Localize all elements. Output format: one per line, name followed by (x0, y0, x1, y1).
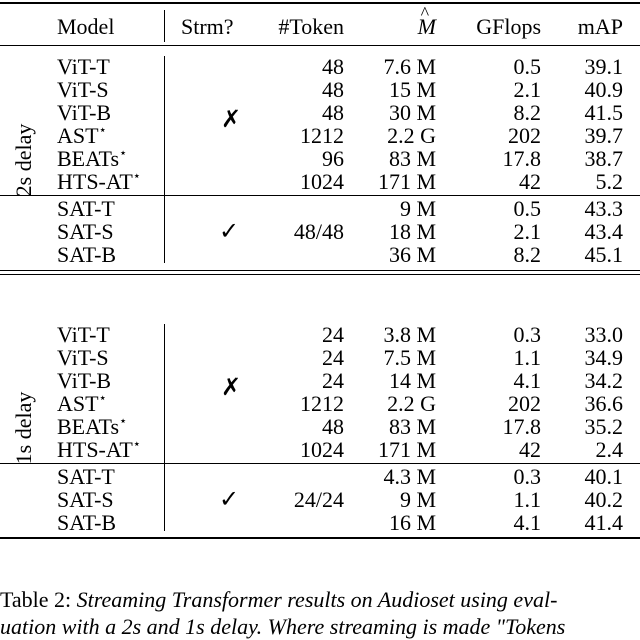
group-2s-token: 48 (322, 54, 344, 79)
caption-text-line1: Streaming Transformer results on Audioset using eval- (76, 587, 558, 612)
group-1s-map: 34.2 (584, 368, 623, 393)
group-1s-model: ViT-S (57, 345, 109, 370)
group-1s-m: 83 M (388, 414, 436, 439)
group-2s-gflops: 2.1 (513, 219, 541, 244)
group-2s-m: 83 M (388, 146, 436, 171)
header-separator (164, 10, 165, 42)
group-2s-model: SAT-T (57, 196, 115, 221)
group-1s-model: AST⋆ (57, 389, 107, 416)
group-2s-map: 5.2 (595, 169, 623, 194)
group-1s-map: 36.6 (584, 391, 623, 416)
group-2s-gflops: 8.2 (513, 242, 541, 267)
table-caption (0, 586, 565, 640)
m-hat-symbol: ^ M (418, 14, 436, 40)
header-model: Model (57, 14, 115, 39)
group-1s-label: 1s delay (11, 391, 36, 464)
group-1s-separator (164, 324, 165, 531)
group-1s-gflops: 1.1 (513, 487, 541, 512)
group-2s-m: 15 M (388, 77, 436, 102)
group-1s-m: 9 M (399, 487, 436, 512)
header-token: #Token (278, 14, 344, 39)
star-marker: ⋆ (98, 121, 107, 137)
group-1s-gflops: 4.1 (513, 368, 541, 393)
group-1s-m: 14 M (388, 368, 436, 393)
group-separator-rule-2 (0, 274, 640, 275)
group-1s-model: SAT-B (57, 510, 117, 535)
group-separator-rule-1 (0, 270, 640, 271)
star-marker: ⋆ (119, 412, 128, 428)
group-2s-gflops: 8.2 (513, 100, 541, 125)
group-2s-gflops: 42 (519, 169, 541, 194)
group-1s-gflops: 17.8 (502, 414, 541, 439)
group-2s-token: 48 (322, 100, 344, 125)
group-2s-map: 38.7 (584, 146, 623, 171)
group-2s-m: 36 M (388, 242, 436, 267)
group-2s-m: 18 M (388, 219, 436, 244)
group-2s-map: 45.1 (584, 242, 623, 267)
group-1s-map: 41.4 (584, 510, 623, 535)
group-1s-token: 24 (322, 345, 344, 370)
group-2s-map: 39.1 (584, 54, 623, 79)
group-1s-model: BEATs⋆ (57, 412, 128, 439)
group-2s-m: 7.6 M (383, 54, 436, 79)
group-2s-m: 9 M (399, 196, 436, 221)
group-2s-gflops: 202 (508, 123, 541, 148)
group-2s-token: 1024 (300, 169, 344, 194)
group-1s-gflops: 0.3 (513, 322, 541, 347)
group-2s-streaming-token: 48/48 (293, 219, 344, 244)
group-1s-m: 2.2 G (387, 391, 436, 416)
group-1s-map: 40.1 (584, 464, 623, 489)
star-marker: ⋆ (132, 435, 141, 451)
caption-text-line2: uation with a 2s and 1s delay. Where streaming is made "Tokens (0, 614, 566, 639)
group-1s-map: 34.9 (584, 345, 623, 370)
group-2s-model: AST⋆ (57, 121, 107, 148)
header-gflops: GFlops (476, 14, 541, 39)
group-2s-m: 2.2 G (387, 123, 436, 148)
group-1s-model: SAT-S (57, 487, 114, 512)
top-rule (0, 2, 640, 4)
group-1s-token: 1024 (300, 437, 344, 462)
group-2s-model: BEATs⋆ (57, 144, 128, 171)
header-m (400, 14, 436, 40)
group-1s-m: 16 M (388, 510, 436, 535)
group-1s-model: ViT-B (57, 368, 112, 393)
group-2s-token: 96 (322, 146, 344, 171)
streaming-check-mark: ✓ (219, 487, 240, 513)
group-2s-map: 39.7 (584, 123, 623, 148)
group-2s-map: 40.9 (584, 77, 623, 102)
group-2s-token: 1212 (300, 123, 344, 148)
group-2s-map: 43.4 (584, 219, 623, 244)
header-strm: Strm? (181, 14, 234, 39)
group-2s-model: SAT-S (57, 219, 114, 244)
group-2s-gflops: 0.5 (513, 54, 541, 79)
group-2s-map: 41.5 (584, 100, 623, 125)
group-2s-gflops: 0.5 (513, 196, 541, 221)
group-1s-model: SAT-T (57, 464, 115, 489)
group-1s-m: 3.8 M (383, 322, 436, 347)
group-2s-label: 2s delay (11, 123, 36, 196)
group-1s-gflops: 4.1 (513, 510, 541, 535)
group-1s-token: 48 (322, 414, 344, 439)
group-2s-separator (164, 56, 165, 263)
group-2s-model: ViT-T (57, 54, 110, 79)
group-1s-token: 1212 (300, 391, 344, 416)
not-streaming-mark: ✗ (221, 107, 242, 133)
streaming-check-mark: ✓ (219, 219, 240, 245)
group-1s-streaming-token: 24/24 (293, 487, 344, 512)
group-2s-model: ViT-S (57, 77, 109, 102)
group-1s-m: 7.5 M (383, 345, 436, 370)
group-2s-model: HTS-AT⋆ (57, 167, 141, 194)
bottom-rule (0, 537, 640, 539)
group-2s-map: 43.3 (584, 196, 623, 221)
group-1s-gflops: 0.3 (513, 464, 541, 489)
group-2s-gflops: 2.1 (513, 77, 541, 102)
group-2s-m: 171 M (377, 169, 436, 194)
group-2s-model: ViT-B (57, 100, 112, 125)
group-1s-map: 35.2 (584, 414, 623, 439)
header-rule (0, 45, 640, 46)
star-marker: ⋆ (119, 144, 128, 160)
group-1s-map: 33.0 (584, 322, 623, 347)
group-1s-gflops: 42 (519, 437, 541, 462)
group-1s-token: 24 (322, 368, 344, 393)
group-1s-gflops: 202 (508, 391, 541, 416)
group-1s-model: ViT-T (57, 322, 110, 347)
group-1s-map: 2.4 (595, 437, 623, 462)
group-1s-m: 171 M (377, 437, 436, 462)
group-1s-token: 24 (322, 322, 344, 347)
header-map: mAP (577, 14, 623, 39)
group-2s-token: 48 (322, 77, 344, 102)
star-marker: ⋆ (132, 167, 141, 183)
group-1s-map: 40.2 (584, 487, 623, 512)
group-2s-m: 30 M (388, 100, 436, 125)
group-2s-gflops: 17.8 (502, 146, 541, 171)
group-2s-model: SAT-B (57, 242, 117, 267)
caption-label: Table 2: (0, 587, 72, 612)
star-marker: ⋆ (98, 389, 107, 405)
group-1s-gflops: 1.1 (513, 345, 541, 370)
not-streaming-mark: ✗ (221, 375, 242, 401)
group-1s-m: 4.3 M (383, 464, 436, 489)
group-1s-model: HTS-AT⋆ (57, 435, 141, 462)
